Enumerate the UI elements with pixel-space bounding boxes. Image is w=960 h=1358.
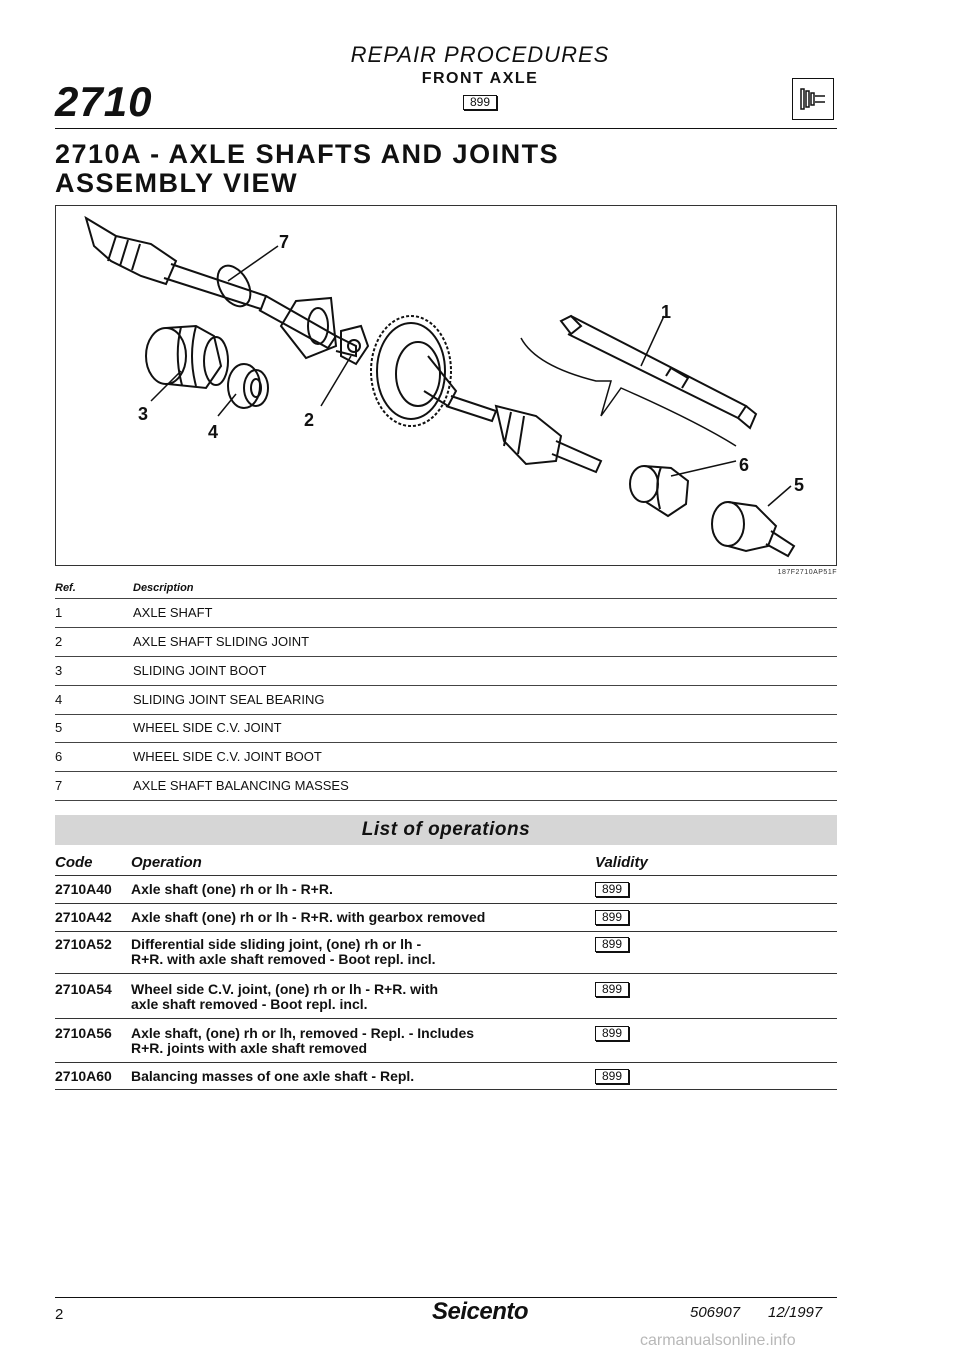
- table-rule: [55, 627, 837, 628]
- axle-shaft: [561, 316, 756, 428]
- op-validity: 899: [595, 910, 629, 925]
- table-row: [55, 692, 324, 707]
- op-code: 2710A40: [55, 881, 112, 897]
- table-rule: [55, 685, 837, 686]
- ref-column-header: Ref.: [55, 582, 76, 594]
- table-row: [55, 663, 266, 678]
- op-validity: 899: [595, 882, 629, 897]
- op-desc-line1: Axle shaft (one) rh or lh - R+R.: [131, 881, 333, 897]
- operations-banner-label: List of operations: [361, 819, 531, 840]
- op-code: 2710A56: [55, 1025, 112, 1041]
- table-row: [55, 749, 322, 764]
- row-desc: SLIDING JOINT BOOT: [133, 663, 267, 678]
- table-row: [55, 634, 309, 649]
- op-desc-line1: Axle shaft (one) rh or lh - R+R. with gearbox removed: [131, 909, 486, 925]
- document-date: 12/1997: [768, 1304, 823, 1321]
- document-number: 506907: [690, 1304, 741, 1321]
- table-row: [55, 720, 282, 735]
- op-code: 2710A52: [55, 936, 112, 952]
- row-desc: SLIDING JOINT SEAL BEARING: [133, 692, 325, 707]
- operations-banner: [55, 815, 837, 845]
- table-rule: [55, 800, 837, 801]
- brand-logo: Seicento: [431, 1298, 529, 1325]
- operations-rule: [55, 1089, 837, 1090]
- callout-7: 7: [279, 232, 290, 252]
- row-ref: 5: [55, 720, 63, 735]
- operation-column-header: Operation: [131, 854, 202, 871]
- row-desc: AXLE SHAFT: [133, 605, 213, 620]
- table-rule: [55, 771, 837, 772]
- page-number: 2: [55, 1306, 64, 1323]
- callout-5: 5: [794, 475, 805, 495]
- description-column-header: Description: [133, 582, 194, 594]
- op-desc-line1: Wheel side C.V. joint, (one) rh or lh - R+R. with: [131, 981, 439, 997]
- op-code: 2710A54: [55, 981, 112, 997]
- watermark: carmanualsonline.info: [640, 1332, 796, 1349]
- row-desc: AXLE SHAFT SLIDING JOINT: [133, 634, 310, 649]
- op-code: 2710A60: [55, 1068, 112, 1084]
- row-ref: 2: [55, 634, 63, 649]
- op-desc-line1: Balancing masses of one axle shaft - Repl.: [131, 1068, 415, 1084]
- row-ref: 7: [55, 778, 63, 793]
- procedure-heading: REPAIR PROCEDURES: [350, 42, 610, 67]
- title-line-1: 2710A - AXLE SHAFTS AND JOINTS: [55, 139, 560, 169]
- operations-rule: [55, 931, 837, 932]
- differential-ring-gear: [371, 316, 456, 426]
- operations-rule: [55, 973, 837, 974]
- op-desc-line1: Differential side sliding joint, (one) rh or lh -: [131, 936, 422, 952]
- lower-axle-shaft: [446, 396, 601, 472]
- row-ref: 3: [55, 663, 63, 678]
- code-column-header: Code: [55, 854, 93, 871]
- operations-rule: [55, 903, 837, 904]
- table-row: [55, 605, 212, 620]
- assembly-diagram: [55, 205, 837, 566]
- row-ref: 4: [55, 692, 63, 707]
- section-code: 2710: [55, 78, 153, 125]
- op-validity: 899: [595, 982, 629, 997]
- table-rule: [55, 656, 837, 657]
- op-desc-line2: R+R. joints with axle shaft removed: [131, 1040, 368, 1056]
- operations-rule: [55, 1062, 837, 1063]
- axle-symbol-icon: [792, 78, 834, 120]
- operations-rule: [55, 1018, 837, 1019]
- section-heading: FRONT AXLE: [421, 70, 539, 87]
- callout-6: 6: [739, 455, 750, 475]
- title-line-2: ASSEMBLY VIEW: [55, 168, 299, 198]
- table-rule: [55, 714, 837, 715]
- model-badge: 899: [463, 95, 497, 110]
- table-rule: [55, 598, 837, 599]
- table-row: [55, 778, 349, 793]
- callout-4: 4: [208, 422, 219, 442]
- row-desc: WHEEL SIDE C.V. JOINT BOOT: [133, 749, 322, 764]
- op-desc-line2: R+R. with axle shaft removed - Boot repl. incl.: [131, 951, 436, 967]
- table-rule: [55, 742, 837, 743]
- wheel-cv-joint: [712, 502, 794, 556]
- page-title: [55, 140, 559, 198]
- row-ref: 6: [55, 749, 63, 764]
- callout-2: 2: [304, 410, 315, 430]
- operations-rule: [55, 875, 837, 876]
- op-code: 2710A42: [55, 909, 112, 925]
- op-validity: 899: [595, 937, 629, 952]
- header-rule: [55, 128, 837, 129]
- callout-1: 1: [661, 302, 672, 322]
- parts-table-header: [55, 582, 194, 594]
- row-ref: 1: [55, 605, 63, 620]
- row-desc: WHEEL SIDE C.V. JOINT: [133, 720, 282, 735]
- figure-code: 187F2710AP51F: [777, 569, 837, 576]
- seal-bearing: [228, 364, 268, 408]
- validity-column-header: Validity: [595, 854, 648, 871]
- upper-axle-shaft: [86, 218, 356, 358]
- sliding-joint-boot: [146, 326, 228, 388]
- op-validity: 899: [595, 1069, 629, 1084]
- op-validity: 899: [595, 1026, 629, 1041]
- row-desc: AXLE SHAFT BALANCING MASSES: [133, 778, 349, 793]
- op-desc-line2: axle shaft removed - Boot repl. incl.: [131, 996, 368, 1012]
- op-desc-line1: Axle shaft, (one) rh or lh, removed - Repl. - Includes: [131, 1025, 475, 1041]
- callout-3: 3: [138, 404, 149, 424]
